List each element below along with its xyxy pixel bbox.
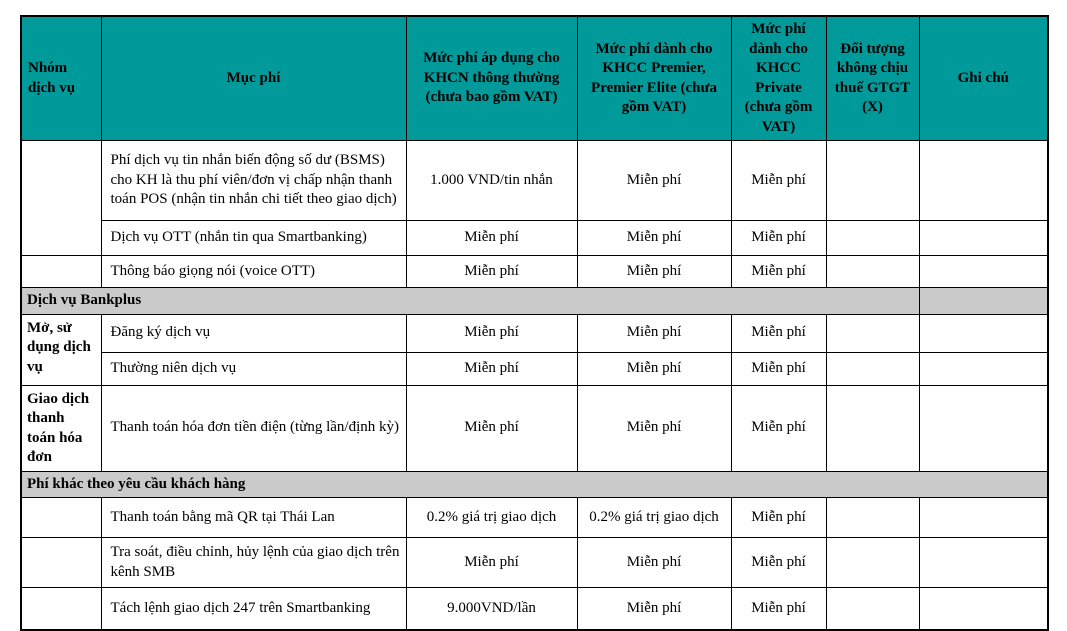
table-row [21, 538, 1048, 588]
fee-premier-cell: Miễn phí [577, 385, 731, 471]
fee-private-cell: Miễn phí [731, 221, 826, 256]
fee-premier-cell: Miễn phí [577, 221, 731, 256]
note-cell [919, 352, 1048, 385]
fee-private-cell: Miễn phí [731, 314, 826, 352]
fee-item-cell: Dịch vụ OTT (nhắn tin qua Smartbanking) [101, 221, 406, 256]
header-cell: Ghi chú [919, 16, 1048, 141]
group-cell: Giao dịch thanh toán hóa đơn [21, 385, 101, 471]
group-cell [21, 538, 101, 588]
fee-item-cell: Thanh toán bằng mã QR tại Thái Lan [101, 498, 406, 538]
note-cell [919, 538, 1048, 588]
vat-exempt-cell [826, 385, 919, 471]
vat-exempt-cell [826, 588, 919, 630]
table-row [21, 352, 1048, 385]
fee-premier-cell: 0.2% giá trị giao dịch [577, 498, 731, 538]
section-title-cell: Dịch vụ Bankplus [21, 288, 919, 315]
fee-private-cell: Miễn phí [731, 352, 826, 385]
vat-exempt-cell [826, 538, 919, 588]
fee-khcn-cell: 9.000VND/lần [406, 588, 577, 630]
header-cell: Nhóm dịch vụ [21, 16, 101, 141]
group-cell: Mở, sử dụng dịch vụ [21, 314, 101, 385]
fee-premier-cell: Miễn phí [577, 314, 731, 352]
header-cell: Mức phí dành cho KHCC Premier, Premier Elite (chưa gồm VAT) [577, 16, 731, 141]
fee-premier-cell: Miễn phí [577, 538, 731, 588]
note-cell [919, 141, 1048, 221]
table-row [21, 314, 1048, 352]
vat-exempt-cell [826, 141, 919, 221]
fee-table [20, 15, 1049, 631]
fee-item-cell: Đăng ký dịch vụ [101, 314, 406, 352]
header-cell: Đối tượng không chịu thuế GTGT (X) [826, 16, 919, 141]
fee-private-cell: Miễn phí [731, 141, 826, 221]
fee-khcn-cell: 0.2% giá trị giao dịch [406, 498, 577, 538]
table-row [21, 221, 1048, 256]
fee-premier-cell: Miễn phí [577, 141, 731, 221]
fee-item-cell: Phí dịch vụ tin nhắn biến động số dư (BSMS) cho KH là thu phí viên/đơn vị chấp nhận thanh toán POS (nhận tin nhắn chi tiết theo giao dịch) [101, 141, 406, 221]
vat-exempt-cell [826, 498, 919, 538]
fee-khcn-cell: Miễn phí [406, 538, 577, 588]
fee-khcn-cell: 1.000 VND/tin nhắn [406, 141, 577, 221]
header-cell: Mức phí dành cho KHCC Private (chưa gồm VAT) [731, 16, 826, 141]
note-cell [919, 588, 1048, 630]
fee-khcn-cell: Miễn phí [406, 314, 577, 352]
group-cell [21, 141, 101, 256]
fee-private-cell: Miễn phí [731, 256, 826, 288]
fee-premier-cell: Miễn phí [577, 352, 731, 385]
group-cell [21, 588, 101, 630]
group-cell [21, 498, 101, 538]
fee-premier-cell: Miễn phí [577, 588, 731, 630]
fee-private-cell: Miễn phí [731, 498, 826, 538]
fee-private-cell: Miễn phí [731, 588, 826, 630]
table-row [21, 498, 1048, 538]
fee-khcn-cell: Miễn phí [406, 385, 577, 471]
table-row [21, 141, 1048, 221]
table-row [21, 588, 1048, 630]
note-cell [919, 221, 1048, 256]
table-row [21, 256, 1048, 288]
header-cell: Mức phí áp dụng cho KHCN thông thường (chưa bao gồm VAT) [406, 16, 577, 141]
table-header-row [21, 16, 1048, 141]
fee-schedule-document [20, 15, 1049, 631]
note-cell [919, 314, 1048, 352]
fee-khcn-cell: Miễn phí [406, 221, 577, 256]
note-cell [919, 498, 1048, 538]
fee-item-cell: Thường niên dịch vụ [101, 352, 406, 385]
fee-khcn-cell: Miễn phí [406, 256, 577, 288]
fee-khcn-cell: Miễn phí [406, 352, 577, 385]
section-row [21, 471, 1048, 498]
vat-exempt-cell [826, 314, 919, 352]
vat-exempt-cell [826, 352, 919, 385]
fee-item-cell: Thanh toán hóa đơn tiền điện (từng lần/định kỳ) [101, 385, 406, 471]
vat-exempt-cell [826, 221, 919, 256]
fee-private-cell: Miễn phí [731, 385, 826, 471]
fee-item-cell: Tách lệnh giao dịch 247 trên Smartbanking [101, 588, 406, 630]
vat-exempt-cell [826, 256, 919, 288]
note-cell [919, 385, 1048, 471]
fee-item-cell: Thông báo giọng nói (voice OTT) [101, 256, 406, 288]
section-row [21, 288, 1048, 315]
fee-item-cell: Tra soát, điều chỉnh, hủy lệnh của giao dịch trên kênh SMB [101, 538, 406, 588]
section-title-cell: Phí khác theo yêu cầu khách hàng [21, 471, 1048, 498]
note-cell [919, 256, 1048, 288]
note-cell [919, 288, 1048, 315]
group-cell [21, 256, 101, 288]
header-cell: Mục phí [101, 16, 406, 141]
fee-premier-cell: Miễn phí [577, 256, 731, 288]
fee-private-cell: Miễn phí [731, 538, 826, 588]
fee-table-body [21, 141, 1048, 630]
table-row [21, 385, 1048, 471]
